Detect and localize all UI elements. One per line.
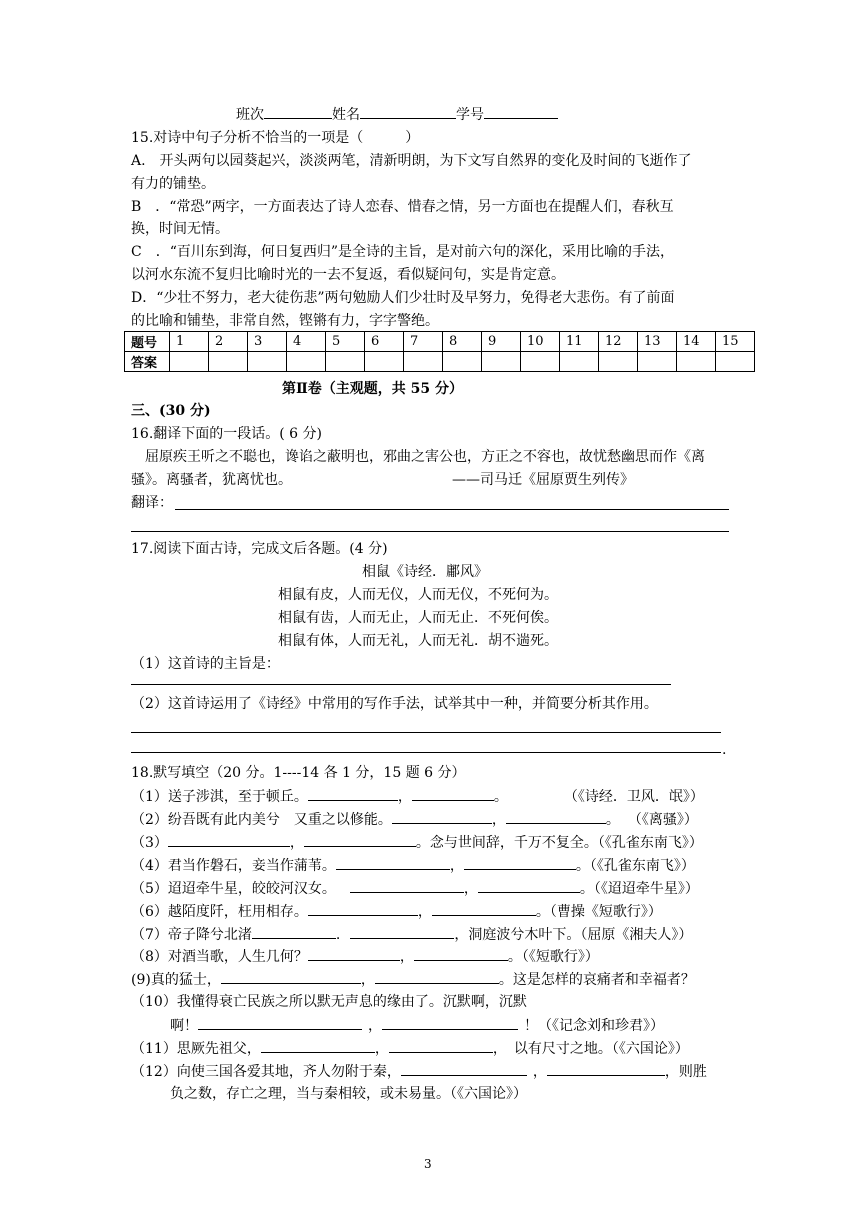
- q15-option-b-line2: 换，时间无情。: [131, 221, 229, 237]
- class-blank[interactable]: [264, 104, 332, 119]
- q15-option-c-line2: 以河水东流不复归比喻时光的一去不复返，看似疑问句，实是肯定意。: [131, 267, 565, 283]
- student-info-header: [236, 104, 558, 125]
- answer-table-number-row: [125, 332, 755, 352]
- q17-poem-line: 相鼠有体，人而无礼，人而无礼．胡不遄死。: [278, 633, 558, 649]
- part-3-title: 三、(30 分): [131, 403, 211, 419]
- q18-blank[interactable]: [198, 1015, 362, 1030]
- answer-cell[interactable]: [482, 352, 521, 372]
- q18-item-9-text: (9)真的猛士，: [131, 972, 221, 988]
- q18-item-11: [131, 1038, 689, 1059]
- q18-blank[interactable]: [336, 855, 450, 870]
- q18-blank[interactable]: [168, 832, 290, 847]
- answer-number-cell: 2: [209, 332, 248, 352]
- answer-number-cell: 1: [170, 332, 209, 352]
- q18-punct: ，: [289, 835, 304, 851]
- q18-punct: ，: [368, 1018, 382, 1034]
- q18-blank[interactable]: [375, 969, 499, 984]
- answer-number-cell: 8: [443, 332, 482, 352]
- answer-cell[interactable]: [404, 352, 443, 372]
- answer-cell[interactable]: [287, 352, 326, 372]
- q18-item-10-line2: [170, 1015, 664, 1036]
- answer-cell[interactable]: [209, 352, 248, 372]
- q18-item-2: [131, 809, 698, 830]
- answer-cell[interactable]: [248, 352, 287, 372]
- q17-sub2-answer-line[interactable]: [131, 732, 721, 733]
- answer-number-cell: 11: [560, 332, 599, 352]
- answer-cell[interactable]: [326, 352, 365, 372]
- q18-item-11-text: （11）思厥先祖父，: [131, 1041, 261, 1057]
- q18-blank[interactable]: [392, 809, 492, 824]
- q18-blank[interactable]: [412, 786, 494, 801]
- answer-number-cell: 7: [404, 332, 443, 352]
- q18-blank[interactable]: [464, 855, 576, 870]
- answer-number-cell: 5: [326, 332, 365, 352]
- q17-poem-line: 相鼠有皮，人而无仪，人而无仪，不死何为。: [278, 587, 558, 603]
- answer-number-cell: 4: [287, 332, 326, 352]
- answer-number-cell: 14: [677, 332, 716, 352]
- q18-item-6-rest: 。（曹操《短歌行》）: [535, 904, 662, 920]
- q18-punct: ，: [374, 1041, 389, 1057]
- q18-item-5-text: （5）迢迢牵牛星，皎皎河汉女。: [131, 881, 336, 897]
- q18-item-4: [131, 855, 695, 876]
- q18-punct: .: [335, 927, 341, 943]
- q18-punct: ，: [491, 812, 506, 828]
- q18-item-3-text: （3）: [131, 835, 168, 851]
- q16-translate-label: 翻译：: [131, 495, 173, 511]
- q18-blank[interactable]: [414, 946, 508, 961]
- q17-poem-title: 相鼠《诗经．鄘风》: [362, 564, 488, 580]
- answer-cell[interactable]: [638, 352, 677, 372]
- q18-blank[interactable]: [308, 901, 418, 916]
- q18-blank[interactable]: [308, 946, 400, 961]
- q18-item-12-line2: 负之数，存亡之理，当与秦相较，或未易量。（《六国论》）: [170, 1086, 527, 1102]
- q18-item-8-text: （8）对酒当歌，人生几何？: [131, 949, 308, 965]
- q18-item-6-text: （6）越陌度阡，枉用相存。: [131, 904, 308, 920]
- answer-table: [124, 331, 755, 372]
- q18-item-1-text: （1）送子涉淇，至于顿丘。: [131, 789, 308, 805]
- q16-stem: 16.翻译下面的一段话。( 6 分): [131, 426, 322, 442]
- q15-option-d-line2: 的比喻和铺垫，非常自然，铿锵有力，字字警绝。: [131, 313, 439, 329]
- answer-number-cell: 10: [521, 332, 560, 352]
- answer-cell[interactable]: [170, 352, 209, 372]
- q18-item-5: [131, 878, 699, 899]
- q18-item-12-text: （12）向使三国各爱其地，齐人勿附于秦，: [131, 1064, 401, 1080]
- answer-number-cell: 6: [365, 332, 404, 352]
- q18-punct: ，: [397, 789, 412, 805]
- q15-stem: 15.对诗中句子分析不恰当的一项是（ ）: [131, 130, 420, 146]
- q18-punct: ，: [417, 904, 432, 920]
- answer-table-answer-row: [125, 352, 755, 372]
- q18-punct: 。: [493, 789, 508, 805]
- q17-stem: 17.阅读下面古诗，完成文后各题。(4 分): [131, 541, 388, 557]
- answer-cell[interactable]: [599, 352, 638, 372]
- answer-cell[interactable]: [560, 352, 599, 372]
- q15-option-a-line1: A. 开头两句以园葵起兴，淡淡两笔，清新明朗，为下文写自然界的变化及时间的飞逝作了: [131, 153, 692, 169]
- q16-source: ——司马迁《屈原贾生列传》: [452, 472, 634, 488]
- q18-punct: 。: [605, 812, 620, 828]
- section-2-title: 第Ⅱ卷（主观题，共 55 分）: [282, 381, 464, 397]
- answer-cell[interactable]: [365, 352, 404, 372]
- q18-item-5-rest: 。（《迢迢牵牛星》）: [579, 881, 699, 897]
- q18-item-8-rest: 。（《短歌行》）: [507, 949, 599, 965]
- q15-option-d-line1: D．“少壮不努力，老大徒伤悲”两句勉励人们少壮时及早努力，免得老大悲伤。有了前面: [131, 290, 675, 306]
- q18-item-10-line1: （10）我懂得衰亡民族之所以默无声息的缘由了。沉默啊，沉默: [131, 994, 527, 1010]
- q17-sub2: （2）这首诗运用了《诗经》中常用的写作手法，试举其中一种，并简要分析其作用。: [131, 696, 658, 712]
- q18-item-9: [131, 969, 695, 990]
- name-label: 姓名: [332, 107, 360, 123]
- answer-cell[interactable]: [677, 352, 716, 372]
- q18-item-11-rest: ， 以有尺寸之地。（《六国论》）: [492, 1041, 689, 1057]
- q16-answer-line[interactable]: [131, 531, 729, 532]
- q17-end-dot: .: [722, 742, 727, 758]
- q17-sub1-answer-line[interactable]: [131, 684, 671, 685]
- q18-item-8: [131, 946, 599, 967]
- answer-number-cell: 3: [248, 332, 287, 352]
- answer-number-cell: 12: [599, 332, 638, 352]
- q18-punct: ，: [532, 1064, 547, 1080]
- q16-answer-line[interactable]: [175, 509, 729, 510]
- q18-punct: ，: [399, 949, 414, 965]
- q18-item-3: [131, 832, 703, 853]
- q18-item-4-rest: 。（《孔雀东南飞》）: [575, 858, 695, 874]
- q17-poem-line: 相鼠有齿，人而无止，人而无止．不死何俟。: [278, 610, 558, 626]
- q15-option-b-line1: B ．“常恐”两字，一方面表达了诗人恋春、惜春之情，另一方面也在提醒人们，春秋互: [131, 199, 674, 215]
- q18-item-6: [131, 901, 662, 922]
- answer-cell[interactable]: [521, 352, 560, 372]
- id-blank[interactable]: [484, 104, 558, 119]
- q18-blank[interactable]: [308, 786, 398, 801]
- q18-item-10-text: 啊！: [170, 1018, 198, 1034]
- q18-punct: ，: [449, 858, 464, 874]
- q18-blank[interactable]: [389, 1038, 493, 1053]
- q18-blank[interactable]: [432, 901, 536, 916]
- q18-item-1: [131, 786, 704, 807]
- q17-sub1: （1）这首诗的主旨是：: [131, 656, 280, 672]
- q18-item-7-rest: ，洞庭波兮木叶下。（屈原《湘夫人》）: [454, 927, 693, 943]
- q18-punct: ，: [463, 881, 478, 897]
- q16-passage-line2: 骚》。离骚者，犹离忧也。: [131, 472, 292, 488]
- q18-blank[interactable]: [506, 809, 606, 824]
- q18-blank[interactable]: [221, 969, 361, 984]
- page-number: 3: [424, 1157, 432, 1171]
- name-blank[interactable]: [360, 104, 456, 119]
- q18-blank[interactable]: [547, 1061, 665, 1076]
- q17-sub2-answer-line[interactable]: [131, 752, 721, 753]
- answer-cell[interactable]: [443, 352, 482, 372]
- q18-item-12-rest: ，则胜: [664, 1064, 707, 1080]
- class-label: 班次: [236, 107, 264, 123]
- answer-cell[interactable]: [716, 352, 755, 372]
- q18-item-9-rest: 。这是怎样的哀痛者和幸福者？: [498, 972, 695, 988]
- answer-number-cell: 13: [638, 332, 677, 352]
- q18-item-1-source: （《诗经．卫风．氓》）: [563, 789, 704, 805]
- q18-blank[interactable]: [261, 1038, 375, 1053]
- q18-blank[interactable]: [401, 1061, 527, 1076]
- answer-number-cell: 9: [482, 332, 521, 352]
- q18-item-2-text: （2）纷吾既有此内美兮 又重之以修能。: [131, 812, 392, 828]
- q18-item-2-source: （《离骚》）: [627, 812, 698, 828]
- q18-item-7: [131, 924, 692, 945]
- q18-item-3-rest: 。念与世间辞，千万不复全。（《孔雀东南飞》）: [415, 835, 703, 851]
- answer-number-cell: 15: [716, 332, 755, 352]
- q15-option-c-line1: C ．“百川东到海，何日复西归”是全诗的主旨，是对前六句的深化，采用比喻的手法，: [131, 244, 675, 260]
- q15-option-a-line2: 有力的铺垫。: [131, 176, 215, 192]
- q18-blank[interactable]: [350, 924, 454, 939]
- q18-blank[interactable]: [478, 878, 580, 893]
- q18-item-4-text: （4）君当作磐石，妾当作蒲苇。: [131, 858, 336, 874]
- q18-item-7-text: （7）帝子降兮北渚: [131, 927, 252, 943]
- answer-table-number-header: 题号: [125, 332, 170, 352]
- id-label: 学号: [456, 107, 484, 123]
- q18-blank[interactable]: [382, 1015, 518, 1030]
- q18-item-12-line1: [131, 1061, 707, 1082]
- q18-item-10-source: ！（《记念刘和珍君》）: [524, 1018, 664, 1034]
- q16-passage-line1: 屈原疾王听之不聪也，谗谄之蔽明也，邪曲之害公也，方正之不容也，故忧愁幽思而作《离: [145, 449, 705, 465]
- q18-blank[interactable]: [304, 832, 416, 847]
- q18-punct: ，: [360, 972, 375, 988]
- answer-table-answer-header: 答案: [125, 352, 170, 372]
- q18-blank[interactable]: [252, 924, 336, 939]
- q18-stem: 18.默写填空（20 分。1----14 各 1 分，15 题 6 分）: [131, 765, 466, 781]
- q18-blank[interactable]: [350, 878, 464, 893]
